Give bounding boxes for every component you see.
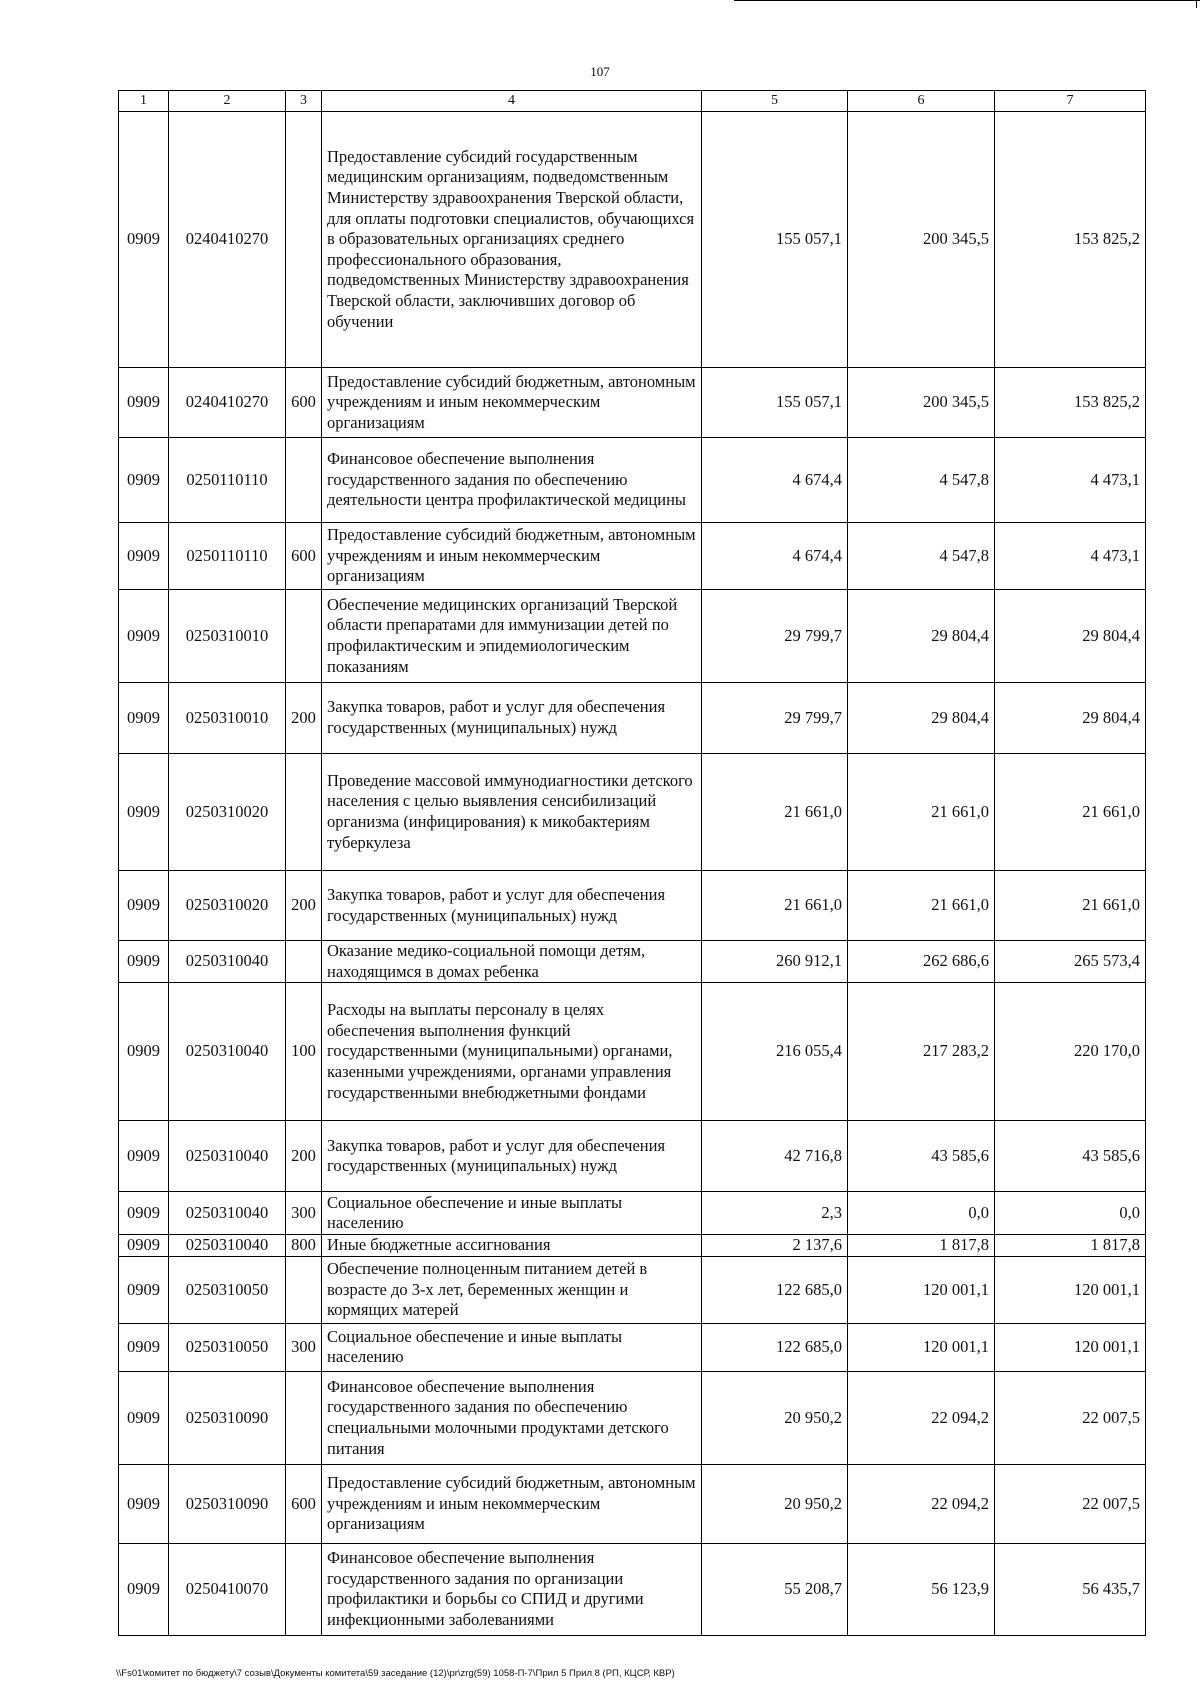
cell-target-code: 0250310010: [169, 590, 286, 683]
cell-section: 0909: [119, 590, 169, 683]
cell-amount-col6: 262 686,6: [848, 941, 995, 983]
file-path-footer: \\Fs01\комитет по бюджету\7 созыв\Документы комитета\59 заседание (12)\pr\zrg(59) 1058-П-7\Прил 5 Прил 8 (РП, КЦСР, КВР): [116, 1668, 675, 1679]
cell-target-code: 0250310090: [169, 1371, 286, 1464]
cell-amount-col6: 4 547,8: [848, 438, 995, 523]
cell-amount-col6: 56 123,9: [848, 1543, 995, 1635]
table-row: [119, 1464, 1146, 1543]
table-row: [119, 523, 1146, 590]
cell-amount-col6: 29 804,4: [848, 683, 995, 754]
cell-expense-type: 600: [286, 368, 322, 438]
cell-amount-col7: 220 170,0: [995, 983, 1146, 1121]
cell-section: 0909: [119, 754, 169, 871]
cell-expense-type: [286, 1256, 322, 1323]
cell-amount-col5: 122 685,0: [702, 1256, 848, 1323]
cell-amount-col7: 265 573,4: [995, 941, 1146, 983]
cell-amount-col7: 22 007,5: [995, 1371, 1146, 1464]
cell-section: 0909: [119, 871, 169, 941]
table-row: [119, 590, 1146, 683]
table-row: [119, 754, 1146, 871]
cell-expense-type: 800: [286, 1235, 322, 1257]
cell-amount-col7: 153 825,2: [995, 112, 1146, 368]
cell-amount-col5: 2 137,6: [702, 1235, 848, 1257]
cell-expense-type: 600: [286, 1464, 322, 1543]
cell-amount-col5: 29 799,7: [702, 590, 848, 683]
cell-amount-col6: 200 345,5: [848, 368, 995, 438]
cell-amount-col6: 4 547,8: [848, 523, 995, 590]
cell-expense-type: [286, 590, 322, 683]
cell-amount-col6: 21 661,0: [848, 871, 995, 941]
cell-amount-col5: 4 674,4: [702, 438, 848, 523]
cell-name: Предоставление субсидий бюджетным, автономным учреждениям и иным некоммерческим организациям: [322, 523, 702, 590]
cell-amount-col7: 29 804,4: [995, 683, 1146, 754]
cell-target-code: 0250310020: [169, 871, 286, 941]
cell-name: Расходы на выплаты персоналу в целях обеспечения выполнения функций государственными (муниципальными) органами, казенными учреждениями, органами управления государственными внебюджетными фондами: [322, 983, 702, 1121]
cell-amount-col6: 22 094,2: [848, 1371, 995, 1464]
cell-amount-col7: 21 661,0: [995, 754, 1146, 871]
cell-section: 0909: [119, 112, 169, 368]
cell-amount-col7: 0,0: [995, 1192, 1146, 1235]
column-header: 2: [169, 91, 286, 112]
table-row: [119, 983, 1146, 1121]
cell-amount-col5: 155 057,1: [702, 368, 848, 438]
cell-name: Закупка товаров, работ и услуг для обеспечения государственных (муниципальных) нужд: [322, 1121, 702, 1192]
cell-amount-col7: 120 001,1: [995, 1323, 1146, 1371]
cell-name: Финансовое обеспечение выполнения государственного задания по организации профилактики и борьбы со СПИД и другими инфекционными заболеваниями: [322, 1543, 702, 1635]
cell-amount-col6: 43 585,6: [848, 1121, 995, 1192]
cell-amount-col7: 29 804,4: [995, 590, 1146, 683]
cell-amount-col5: 21 661,0: [702, 754, 848, 871]
cell-name: Предоставление субсидий государственным медицинским организациям, подведомственным Министерству здравоохранения Тверской области, для оплаты подготовки специалистов, обучающихся в образовательных организациях среднего профессионального образования, подведомственных Министерству здравоохранения Тверской области, заключивших договор об обучении: [322, 112, 702, 368]
cell-section: 0909: [119, 523, 169, 590]
scan-edge-mark-right: [1196, 0, 1197, 8]
cell-target-code: 0250310040: [169, 1235, 286, 1257]
cell-amount-col7: 43 585,6: [995, 1121, 1146, 1192]
cell-target-code: 0250310040: [169, 941, 286, 983]
table-body: [119, 112, 1146, 1636]
cell-amount-col6: 120 001,1: [848, 1323, 995, 1371]
budget-table: [118, 90, 1146, 1636]
cell-expense-type: 300: [286, 1192, 322, 1235]
cell-name: Финансовое обеспечение выполнения государственного задания по обеспечению деятельности центра профилактической медицины: [322, 438, 702, 523]
cell-section: 0909: [119, 438, 169, 523]
cell-target-code: 0250310020: [169, 754, 286, 871]
cell-amount-col5: 260 912,1: [702, 941, 848, 983]
cell-expense-type: [286, 112, 322, 368]
cell-name: Иные бюджетные ассигнования: [322, 1235, 702, 1257]
cell-section: 0909: [119, 1543, 169, 1635]
cell-target-code: 0240410270: [169, 368, 286, 438]
cell-expense-type: [286, 1543, 322, 1635]
column-header: 4: [322, 91, 702, 112]
cell-amount-col5: 20 950,2: [702, 1371, 848, 1464]
cell-amount-col6: 0,0: [848, 1192, 995, 1235]
cell-expense-type: 100: [286, 983, 322, 1121]
cell-amount-col7: 4 473,1: [995, 438, 1146, 523]
cell-amount-col7: 4 473,1: [995, 523, 1146, 590]
column-header: 5: [702, 91, 848, 112]
cell-target-code: 0250310090: [169, 1464, 286, 1543]
cell-name: Финансовое обеспечение выполнения государственного задания по обеспечению специальными молочными продуктами детского питания: [322, 1371, 702, 1464]
cell-amount-col5: 20 950,2: [702, 1464, 848, 1543]
cell-amount-col6: 29 804,4: [848, 590, 995, 683]
cell-section: 0909: [119, 1121, 169, 1192]
table-row: [119, 683, 1146, 754]
cell-expense-type: [286, 438, 322, 523]
cell-amount-col7: 153 825,2: [995, 368, 1146, 438]
cell-section: 0909: [119, 368, 169, 438]
cell-name: Закупка товаров, работ и услуг для обеспечения государственных (муниципальных) нужд: [322, 871, 702, 941]
cell-amount-col5: 21 661,0: [702, 871, 848, 941]
cell-amount-col7: 22 007,5: [995, 1464, 1146, 1543]
table-header-row: [119, 91, 1146, 112]
scan-edge-mark-top: [734, 0, 1200, 1]
table-row: [119, 871, 1146, 941]
cell-amount-col5: 42 716,8: [702, 1121, 848, 1192]
cell-expense-type: 600: [286, 523, 322, 590]
cell-target-code: 0250310010: [169, 683, 286, 754]
cell-target-code: 0250310050: [169, 1323, 286, 1371]
cell-amount-col5: 29 799,7: [702, 683, 848, 754]
cell-expense-type: 200: [286, 871, 322, 941]
cell-name: Обеспечение медицинских организаций Тверской области препаратами для иммунизации детей по профилактическим и эпидемиологическим показаниям: [322, 590, 702, 683]
cell-name: Социальное обеспечение и иные выплаты населению: [322, 1192, 702, 1235]
cell-section: 0909: [119, 941, 169, 983]
cell-section: 0909: [119, 1235, 169, 1257]
cell-section: 0909: [119, 1256, 169, 1323]
cell-amount-col5: 2,3: [702, 1192, 848, 1235]
cell-section: 0909: [119, 1192, 169, 1235]
cell-section: 0909: [119, 683, 169, 754]
cell-name: Социальное обеспечение и иные выплаты населению: [322, 1323, 702, 1371]
cell-target-code: 0240410270: [169, 112, 286, 368]
cell-name: Проведение массовой иммунодиагностики детского населения с целью выявления сенсибилизаций организма (инфицирования) к микобактериям туберкулеза: [322, 754, 702, 871]
cell-expense-type: [286, 1371, 322, 1464]
cell-amount-col5: 122 685,0: [702, 1323, 848, 1371]
cell-target-code: 0250310040: [169, 1121, 286, 1192]
cell-name: Обеспечение полноценным питанием детей в возрасте до 3-х лет, беременных женщин и кормящих матерей: [322, 1256, 702, 1323]
cell-expense-type: 200: [286, 1121, 322, 1192]
table-row: [119, 1256, 1146, 1323]
cell-amount-col7: 120 001,1: [995, 1256, 1146, 1323]
cell-expense-type: 300: [286, 1323, 322, 1371]
cell-target-code: 0250310040: [169, 1192, 286, 1235]
cell-expense-type: [286, 754, 322, 871]
table-row: [119, 112, 1146, 368]
page-number: 107: [590, 64, 610, 79]
cell-amount-col6: 217 283,2: [848, 983, 995, 1121]
cell-amount-col6: 1 817,8: [848, 1235, 995, 1257]
cell-target-code: 0250110110: [169, 523, 286, 590]
table-row: [119, 1121, 1146, 1192]
cell-amount-col5: 55 208,7: [702, 1543, 848, 1635]
cell-amount-col6: 22 094,2: [848, 1464, 995, 1543]
column-header: 7: [995, 91, 1146, 112]
cell-amount-col5: 216 055,4: [702, 983, 848, 1121]
cell-amount-col6: 21 661,0: [848, 754, 995, 871]
column-header: 1: [119, 91, 169, 112]
cell-amount-col7: 21 661,0: [995, 871, 1146, 941]
table-row: [119, 1323, 1146, 1371]
cell-name: Оказание медико-социальной помощи детям, находящимся в домах ребенка: [322, 941, 702, 983]
cell-target-code: 0250310050: [169, 1256, 286, 1323]
cell-section: 0909: [119, 1371, 169, 1464]
column-header: 3: [286, 91, 322, 112]
cell-section: 0909: [119, 983, 169, 1121]
cell-expense-type: [286, 941, 322, 983]
cell-amount-col6: 200 345,5: [848, 112, 995, 368]
cell-name: Предоставление субсидий бюджетным, автономным учреждениям и иным некоммерческим организациям: [322, 368, 702, 438]
table-row: [119, 1235, 1146, 1257]
cell-section: 0909: [119, 1323, 169, 1371]
table-row: [119, 1543, 1146, 1635]
cell-amount-col5: 4 674,4: [702, 523, 848, 590]
table-row: [119, 1192, 1146, 1235]
table-row: [119, 1371, 1146, 1464]
table-row: [119, 941, 1146, 983]
cell-target-code: 0250410070: [169, 1543, 286, 1635]
cell-name: Предоставление субсидий бюджетным, автономным учреждениям и иным некоммерческим организациям: [322, 1464, 702, 1543]
cell-target-code: 0250310040: [169, 983, 286, 1121]
column-header: 6: [848, 91, 995, 112]
cell-amount-col5: 155 057,1: [702, 112, 848, 368]
table-row: [119, 368, 1146, 438]
cell-name: Закупка товаров, работ и услуг для обеспечения государственных (муниципальных) нужд: [322, 683, 702, 754]
cell-amount-col7: 1 817,8: [995, 1235, 1146, 1257]
cell-amount-col6: 120 001,1: [848, 1256, 995, 1323]
table-row: [119, 438, 1146, 523]
cell-section: 0909: [119, 1464, 169, 1543]
cell-target-code: 0250110110: [169, 438, 286, 523]
cell-expense-type: 200: [286, 683, 322, 754]
cell-amount-col7: 56 435,7: [995, 1543, 1146, 1635]
